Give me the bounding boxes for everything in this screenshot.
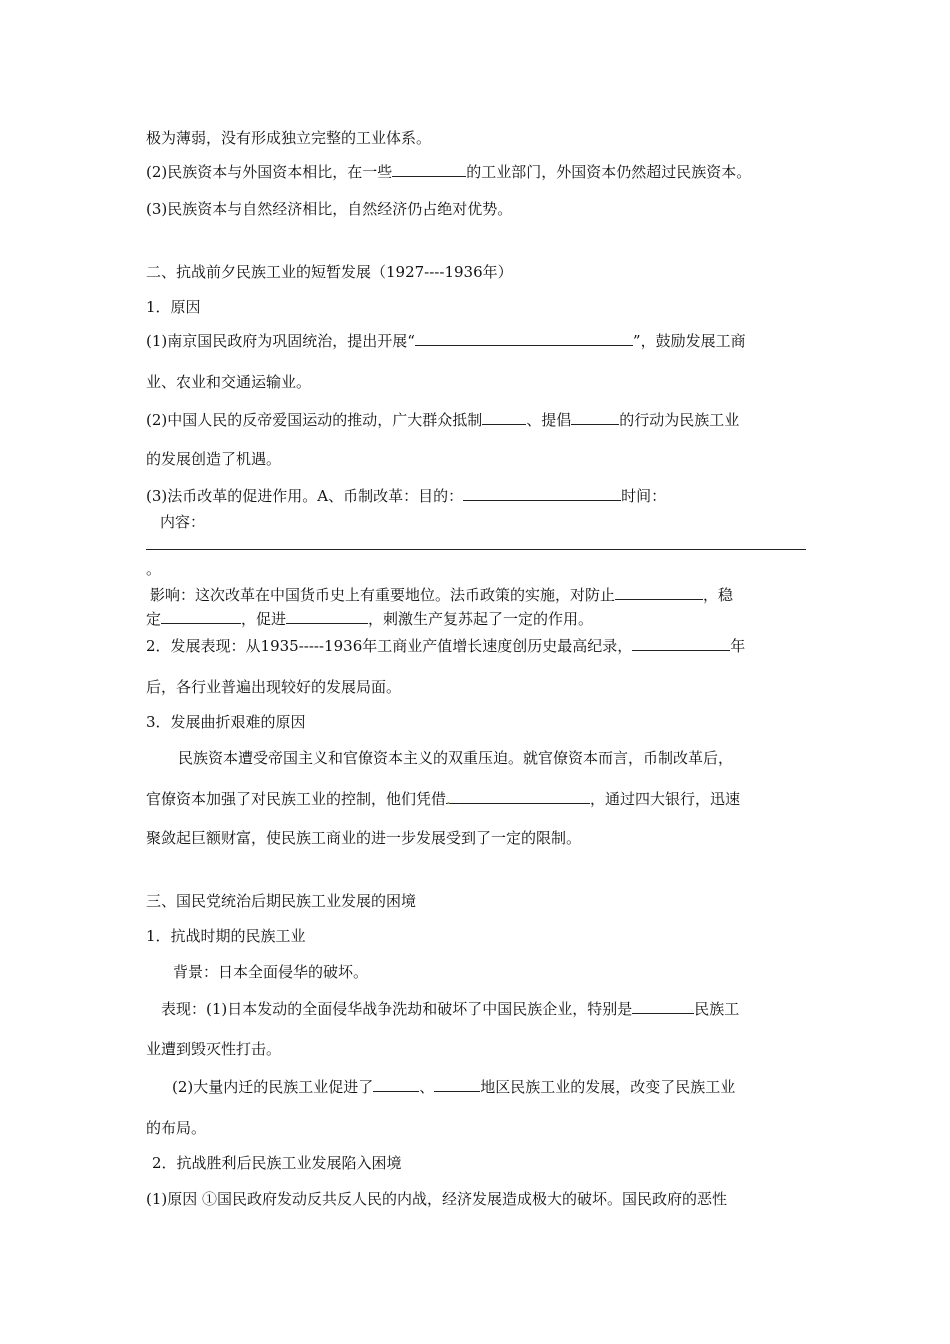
text: (2)民族资本与外国资本相比，在一些 [146, 163, 393, 181]
text: 民族工 [694, 1000, 740, 1018]
fill-blank[interactable] [446, 789, 590, 808]
fill-blank-line[interactable] [146, 549, 806, 550]
text: 后，各行业普遍出现较好的发展局面。 [146, 678, 402, 696]
text-line [172, 1077, 735, 1097]
text-line [178, 748, 733, 768]
text: 三、国民党统治后期民族工业发展的困境 [146, 892, 417, 910]
fill-blank[interactable] [482, 410, 526, 425]
text-line [173, 962, 368, 982]
text-line [150, 585, 733, 605]
text: 地区民族工业的发展，改变了民族工业 [480, 1078, 736, 1096]
text: 的发展创造了机遇。 [146, 450, 282, 468]
text: (3)民族资本与自然经济相比，自然经济仍占绝对优势。 [146, 200, 513, 218]
text: 背景：日本全面侵华的破坏。 [173, 963, 369, 981]
text: 时间： [621, 487, 667, 505]
subsection-heading [146, 712, 306, 732]
text: (2)大量内迁的民族工业促进了 [172, 1078, 374, 1096]
text-line [161, 999, 739, 1019]
text: 业、农业和交通运输业。 [146, 373, 312, 391]
text: 官僚资本加强了对民族工业的控制，他们凭借 [146, 790, 447, 808]
subsection-heading [152, 1153, 402, 1173]
text: 聚敛起巨额财富，使民族工商业的进一步发展受到了一定的限制。 [146, 829, 582, 847]
text: 的布局。 [146, 1119, 207, 1137]
text: 1．原因 [146, 298, 201, 316]
section-heading [146, 891, 416, 911]
text-line [160, 512, 205, 532]
text: 的工业部门，外国资本仍然超过民族资本。 [466, 163, 752, 181]
text: ，促进 [241, 610, 287, 628]
fill-blank[interactable] [434, 1077, 480, 1092]
text-line [146, 372, 311, 392]
text: 二、抗战前夕民族工业的短暂发展（1927----1936年） [146, 263, 513, 281]
text: 表现：(1)日本发动的全面侵华战争洗劫和破坏了中国民族企业，特别是 [161, 1000, 633, 1018]
text: 年 [730, 637, 746, 655]
text-line [146, 828, 581, 848]
text: (3)法币改革的促进作用。A、币制改革：目的： [146, 487, 464, 505]
fill-blank[interactable] [615, 585, 703, 600]
text: 、提倡 [526, 411, 572, 429]
text: (1)南京国民政府为巩固统治，提出开展“ [146, 332, 415, 350]
text-line [146, 1039, 281, 1059]
text: 民族资本遭受帝国主义和官僚资本主义的双重压迫。就官僚资本而言，币制改革后， [178, 749, 734, 767]
mark: . [446, 790, 451, 808]
text-line [146, 162, 751, 182]
text: 1．抗战时期的民族工业 [146, 927, 306, 945]
text-line [146, 677, 401, 697]
text-line [146, 1189, 727, 1209]
text-line [146, 559, 161, 579]
text: 、 [419, 1078, 435, 1096]
text-line [146, 128, 431, 148]
fill-blank[interactable] [463, 486, 621, 501]
text: (2)中国人民的反帝爱国运动的推动，广大群众抵制 [146, 411, 483, 429]
text: 2．发展表现：从1935-----1936年工商业产值增长速度创历史最高纪录， [146, 637, 633, 655]
text: 的行动为民族工业 [619, 411, 740, 429]
text: 。 [146, 560, 162, 578]
text-line [146, 1118, 206, 1138]
text: 内容： [160, 513, 206, 531]
text: 定 [146, 610, 162, 628]
fill-blank[interactable] [161, 609, 241, 624]
fill-blank[interactable] [392, 162, 466, 177]
text: 3．发展曲折艰难的原因 [146, 713, 306, 731]
fill-blank[interactable] [286, 609, 368, 624]
subsection-heading [146, 926, 306, 946]
subsection-heading [146, 297, 201, 317]
text: 影响：这次改革在中国货币史上有重要地位。法币政策的实施，对防止 [150, 586, 616, 604]
text: ，通过四大银行，迅速 [590, 790, 741, 808]
fill-blank[interactable] [632, 636, 730, 651]
text: ，刺激生产复苏起了一定的作用。 [368, 610, 594, 628]
text: 2．抗战胜利后民族工业发展陷入困境 [152, 1154, 402, 1172]
text-line [146, 410, 739, 430]
text-line [146, 609, 593, 629]
text: 业遭到毁灭性打击。 [146, 1040, 282, 1058]
text: ，稳 [703, 586, 734, 604]
text-line [146, 636, 745, 656]
fill-blank[interactable] [632, 999, 694, 1014]
section-heading [146, 262, 513, 282]
text-line [146, 449, 281, 469]
text-line [146, 486, 666, 506]
fill-blank[interactable] [373, 1077, 419, 1092]
text: ”，鼓励发展工商 [632, 332, 746, 350]
fill-blank[interactable] [415, 331, 633, 346]
fill-blank[interactable] [571, 410, 619, 425]
text-line [146, 789, 740, 809]
text: 极为薄弱，没有形成独立完整的工业体系。 [146, 129, 432, 147]
text: (1)原因 ①国民政府发动反共反人民的内战，经济发展造成极大的破坏。国民政府的恶性 [146, 1190, 728, 1208]
text-line [146, 199, 512, 219]
text-line [146, 331, 746, 351]
